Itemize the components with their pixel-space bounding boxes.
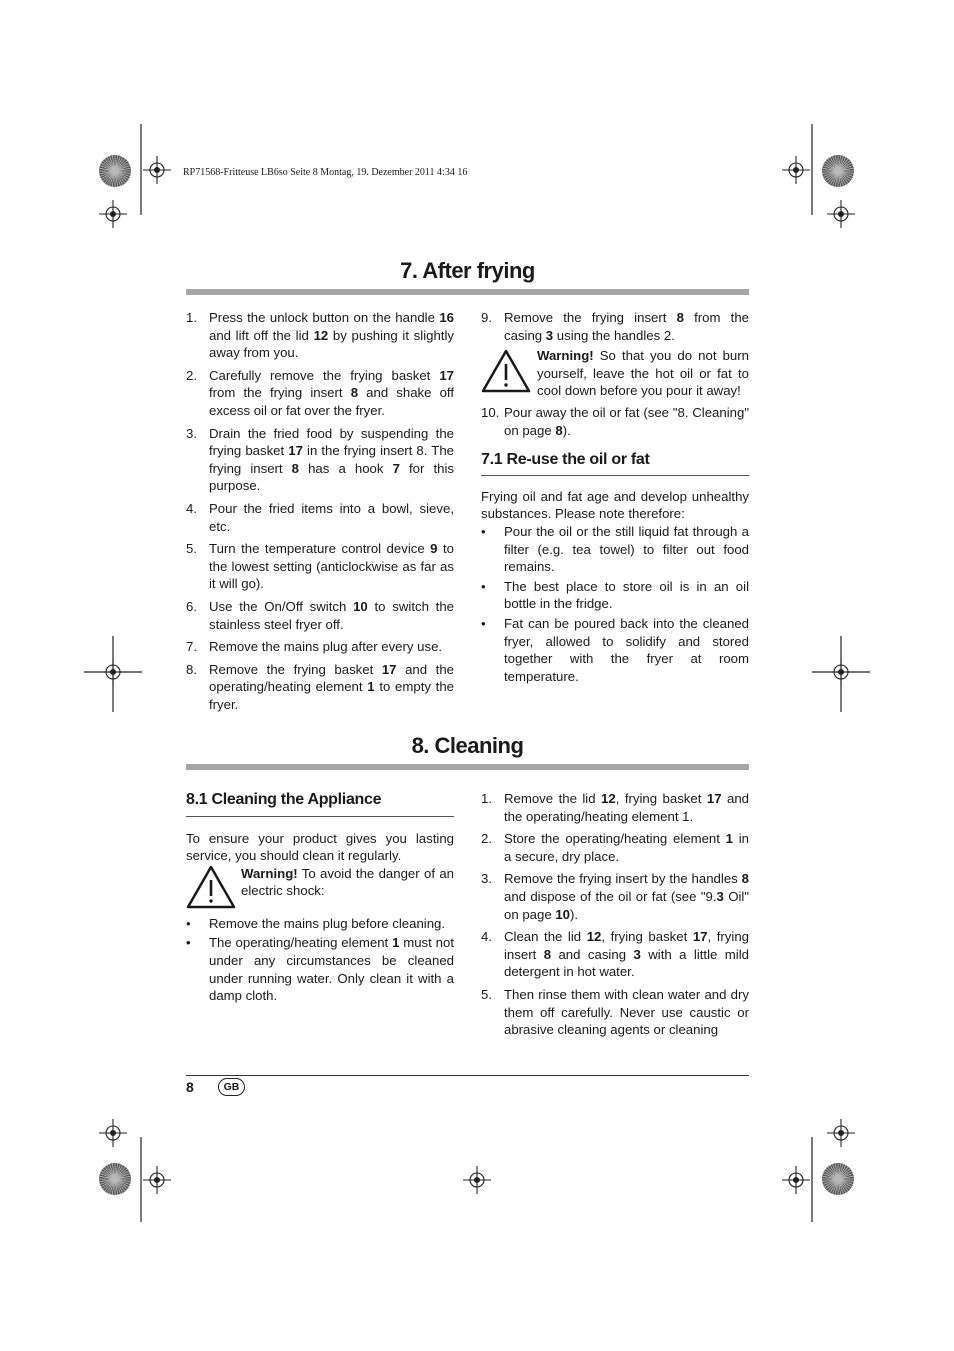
registration-crosshair-icon	[99, 658, 127, 686]
registration-crosshair-icon	[463, 1166, 491, 1194]
step-number: 2.	[186, 367, 197, 383]
warning-text: To avoid the danger of an electric shock:	[241, 865, 454, 899]
bullet-text: The best place to store oil is in an oil bottle in the fridge.	[504, 578, 749, 612]
step-number: 8.	[186, 661, 197, 677]
step-text: Remove the mains plug after every use.	[209, 639, 443, 655]
bullet-text: The operating/heating element 1 must not under any circumstances be cleaned under running water. Only clean it with a damp cloth.	[209, 935, 454, 1004]
bullet-icon: •	[186, 935, 191, 951]
registration-starburst-icon	[822, 1163, 854, 1195]
step-number: 4.	[481, 929, 492, 945]
warning-label: Warning!	[537, 348, 594, 364]
bullet-icon: •	[481, 615, 486, 631]
bullet-icon: •	[481, 578, 486, 594]
registration-starburst-icon	[99, 1163, 131, 1195]
section-title-after-frying: 7. After frying	[400, 258, 535, 283]
bullet-text: Pour the oil or the still liquid fat through a filter (e.g. tea towel) to filter out food remains.	[504, 523, 749, 575]
bullet-text: Remove the mains plug before cleaning.	[209, 915, 446, 931]
registration-crosshair-icon	[827, 658, 855, 686]
step-text: Carefully remove the frying basket 17 from the frying insert 8 and shake off excess oil or fat over the fryer.	[209, 367, 455, 418]
bullet-icon: •	[481, 523, 486, 539]
step-text: Turn the temperature control device 9 to the lowest setting (anticlockwise as far as it will go).	[209, 541, 454, 592]
registration-crosshair-icon	[143, 1166, 171, 1194]
page-number: 8	[186, 1079, 194, 1095]
step-number: 3.	[186, 425, 197, 441]
country-badge: GB	[218, 1078, 245, 1096]
step-text: Store the operating/heating element 1 in a secure, dry place.	[504, 831, 749, 864]
registration-starburst-icon	[99, 155, 131, 187]
step-text: Use the On/Off switch 10 to switch the stainless steel fryer off.	[209, 598, 454, 632]
step-number: 5.	[481, 986, 492, 1002]
subsection-title-reuse-oil: 7.1 Re-use the oil or fat	[481, 451, 650, 469]
step-number: 1.	[481, 791, 492, 806]
registration-crosshair-icon	[827, 200, 855, 228]
step-number: 7.	[186, 639, 197, 655]
step-text: Drain the fried food by suspending the frying basket 17 in the frying insert 8. The frying insert 8 has a hook 7 for this purpose.	[209, 425, 454, 494]
registration-crosshair-icon	[143, 156, 171, 184]
registration-crosshair-icon	[827, 1119, 855, 1147]
step-number: 2.	[481, 831, 492, 847]
warning-text: So that you do not burn yourself, leave the hot oil or fat to cool down before you pour it away!	[537, 348, 749, 399]
step-text: Remove the lid 12, frying basket 17 and the operating/heating element 1.	[504, 791, 749, 824]
warning-label: Warning!	[241, 865, 298, 881]
step-number: 9.	[481, 310, 492, 325]
step-text: Press the unlock button on the handle 16 and lift off the lid 12 by pushing it slightly away from you.	[209, 310, 454, 361]
registration-crosshair-icon	[99, 200, 127, 228]
step-number: 4.	[186, 500, 197, 516]
step-number: 10.	[481, 404, 500, 420]
step-text: Pour the fried items into a bowl, sieve, etc.	[209, 500, 454, 534]
cleaning-intro: To ensure your product gives you lasting service, you should clean it regularly.	[186, 830, 454, 864]
step-text: Remove the frying insert by the handles 8 and dispose of the oil or fat (see "9.3 Oil" on page 10).	[504, 871, 750, 922]
step-number: 6.	[186, 598, 197, 614]
registration-starburst-icon	[822, 155, 854, 187]
subsection-title-cleaning-appliance: 8.1 Cleaning the Appliance	[186, 791, 382, 808]
step-text: Remove the frying insert 8 from the casing 3 using the handles 2.	[504, 310, 749, 343]
registration-crosshair-icon	[99, 1119, 127, 1147]
bullet-text: Fat can be poured back into the cleaned fryer, allowed to solidify and stored together with the fryer at room temperature.	[504, 615, 749, 684]
reuse-intro: Frying oil and fat age and develop unhealthy substances. Please note therefore:	[481, 488, 749, 522]
step-number: 1.	[186, 310, 197, 325]
registration-crosshair-icon	[782, 1166, 810, 1194]
step-text: Pour away the oil or fat (see "8. Cleaning" on page 8).	[504, 404, 749, 438]
step-text: Clean the lid 12, frying basket 17, frying insert 8 and casing 3 with a little mild detergent in hot water.	[504, 929, 749, 980]
section-title-cleaning: 8. Cleaning	[411, 733, 524, 758]
step-number: 3.	[481, 871, 492, 887]
step-text: Then rinse them with clean water and dry them off carefully. Never use caustic or abrasive cleaning agents or cleaning	[504, 986, 749, 1038]
step-text: Remove the frying basket 17 and the operating/heating element 1 to empty the fryer.	[209, 661, 454, 712]
bullet-icon: •	[186, 915, 191, 931]
step-number: 5.	[186, 541, 197, 557]
registration-crosshair-icon	[782, 156, 810, 184]
print-header-line: RP71568-Fritteuse LB6so Seite 8 Montag, 19. Dezember 2011 4:34 16	[183, 167, 468, 178]
